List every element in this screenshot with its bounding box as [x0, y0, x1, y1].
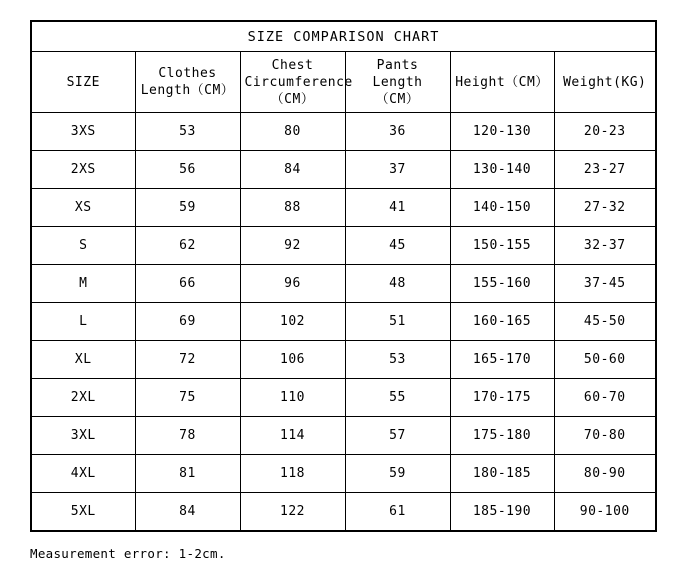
column-header-chest-circumference-line-2: Circumference — [244, 74, 353, 90]
size-comparison-table — [30, 20, 657, 532]
cell-pants-length: 59 — [345, 455, 450, 493]
cell-weight: 23-27 — [554, 151, 656, 189]
cell-height: 170-175 — [450, 379, 554, 417]
table-row — [31, 303, 656, 341]
cell-height: 120-130 — [450, 113, 554, 151]
column-header-pants-length-line-1: Pants Length — [372, 57, 423, 90]
cell-chest-circumference: 96 — [240, 265, 345, 303]
column-header-height — [450, 52, 554, 113]
cell-clothes-length: 75 — [135, 379, 240, 417]
cell-height: 185-190 — [450, 493, 554, 532]
cell-weight: 45-50 — [554, 303, 656, 341]
measurement-note: Measurement error: 1-2cm. — [30, 546, 226, 561]
cell-size: 2XL — [31, 379, 135, 417]
cell-weight: 90-100 — [554, 493, 656, 532]
cell-chest-circumference: 92 — [240, 227, 345, 265]
cell-clothes-length: 66 — [135, 265, 240, 303]
column-header-weight — [554, 52, 656, 113]
cell-chest-circumference: 110 — [240, 379, 345, 417]
table-row — [31, 379, 656, 417]
cell-size: 2XS — [31, 151, 135, 189]
cell-weight: 80-90 — [554, 455, 656, 493]
cell-pants-length: 48 — [345, 265, 450, 303]
table-row — [31, 341, 656, 379]
table-row — [31, 417, 656, 455]
cell-size: M — [31, 265, 135, 303]
cell-clothes-length: 62 — [135, 227, 240, 265]
column-header-pants-length-line-2: （CM） — [375, 91, 420, 107]
cell-height: 160-165 — [450, 303, 554, 341]
cell-weight: 37-45 — [554, 265, 656, 303]
column-header-chest-circumference-line-3: （CM） — [270, 91, 315, 107]
cell-clothes-length: 59 — [135, 189, 240, 227]
table-row — [31, 151, 656, 189]
column-header-pants-length — [345, 52, 450, 113]
cell-chest-circumference: 88 — [240, 189, 345, 227]
cell-clothes-length: 53 — [135, 113, 240, 151]
cell-chest-circumference: 114 — [240, 417, 345, 455]
cell-height: 180-185 — [450, 455, 554, 493]
cell-size: S — [31, 227, 135, 265]
cell-size: 3XL — [31, 417, 135, 455]
cell-chest-circumference: 118 — [240, 455, 345, 493]
column-header-clothes-length — [135, 52, 240, 113]
cell-height: 165-170 — [450, 341, 554, 379]
cell-weight: 27-32 — [554, 189, 656, 227]
column-header-height-line-1: Height（CM） — [455, 74, 549, 90]
cell-pants-length: 36 — [345, 113, 450, 151]
size-chart-page — [30, 20, 655, 561]
cell-height: 175-180 — [450, 417, 554, 455]
cell-size: XL — [31, 341, 135, 379]
column-header-size — [31, 52, 135, 113]
cell-height: 140-150 — [450, 189, 554, 227]
cell-size: 4XL — [31, 455, 135, 493]
table-row — [31, 189, 656, 227]
cell-weight: 32-37 — [554, 227, 656, 265]
cell-pants-length: 37 — [345, 151, 450, 189]
cell-weight: 50-60 — [554, 341, 656, 379]
table-row — [31, 493, 656, 532]
cell-size: XS — [31, 189, 135, 227]
cell-chest-circumference: 84 — [240, 151, 345, 189]
table-row — [31, 113, 656, 151]
cell-clothes-length: 84 — [135, 493, 240, 532]
cell-weight: 20-23 — [554, 113, 656, 151]
cell-chest-circumference: 106 — [240, 341, 345, 379]
cell-pants-length: 61 — [345, 493, 450, 532]
cell-height: 150-155 — [450, 227, 554, 265]
cell-pants-length: 53 — [345, 341, 450, 379]
cell-clothes-length: 69 — [135, 303, 240, 341]
table-row — [31, 455, 656, 493]
cell-pants-length: 57 — [345, 417, 450, 455]
cell-pants-length: 55 — [345, 379, 450, 417]
cell-clothes-length: 78 — [135, 417, 240, 455]
cell-height: 155-160 — [450, 265, 554, 303]
column-header-weight-line-1: Weight(KG) — [563, 74, 647, 90]
cell-clothes-length: 81 — [135, 455, 240, 493]
table-row — [31, 265, 656, 303]
cell-weight: 60-70 — [554, 379, 656, 417]
cell-weight: 70-80 — [554, 417, 656, 455]
cell-size: 3XS — [31, 113, 135, 151]
cell-height: 130-140 — [450, 151, 554, 189]
cell-clothes-length: 56 — [135, 151, 240, 189]
cell-size: 5XL — [31, 493, 135, 532]
column-header-clothes-length-line-1: Clothes — [158, 66, 217, 81]
column-header-size-line-1: SIZE — [66, 74, 100, 90]
cell-pants-length: 51 — [345, 303, 450, 341]
cell-chest-circumference: 80 — [240, 113, 345, 151]
page-title: SIZE COMPARISON CHART — [31, 21, 656, 52]
cell-clothes-length: 72 — [135, 341, 240, 379]
cell-chest-circumference: 122 — [240, 493, 345, 532]
table-row — [31, 227, 656, 265]
cell-pants-length: 45 — [345, 227, 450, 265]
column-header-clothes-length-line-2: Length（CM） — [140, 83, 235, 98]
cell-chest-circumference: 102 — [240, 303, 345, 341]
table-header-row — [31, 52, 656, 113]
column-header-chest-circumference-line-1: Chest — [271, 57, 314, 73]
table-title-row — [31, 21, 656, 52]
column-header-chest-circumference — [240, 52, 353, 113]
cell-pants-length: 41 — [345, 189, 450, 227]
cell-size: L — [31, 303, 135, 341]
